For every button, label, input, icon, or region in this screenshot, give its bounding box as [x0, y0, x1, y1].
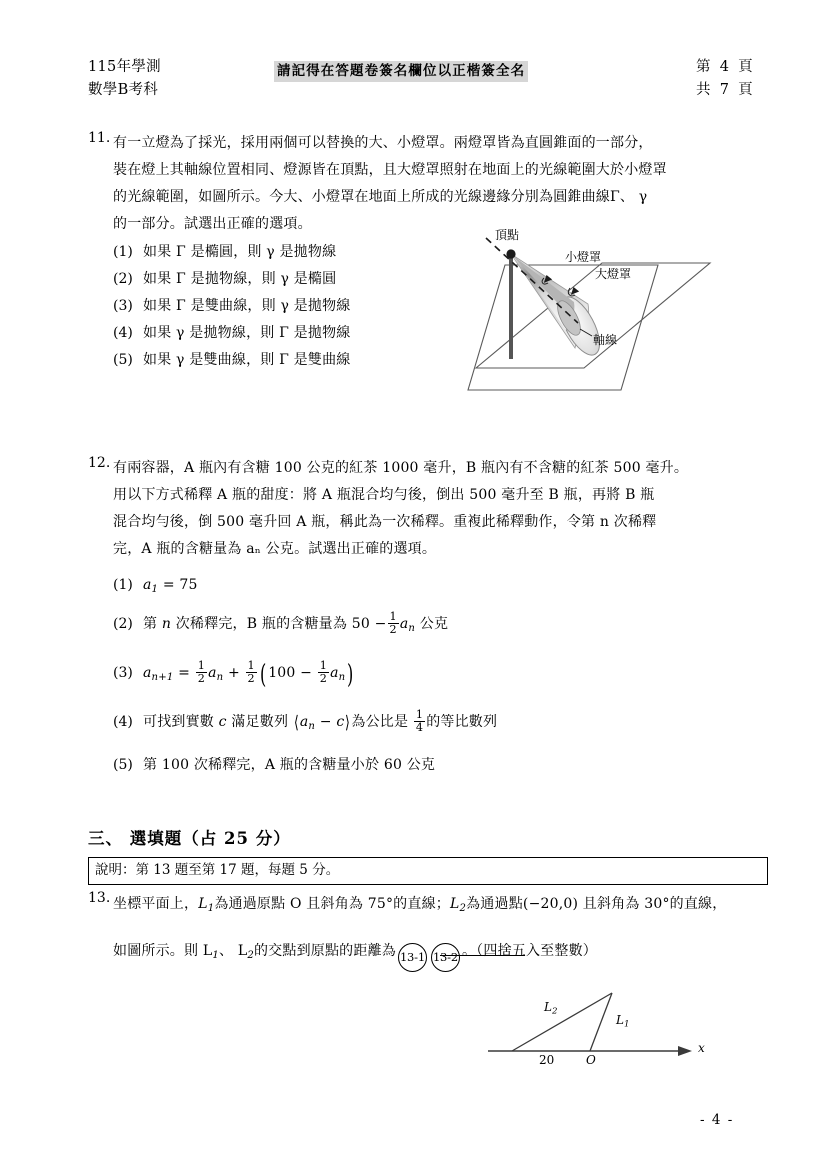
q13-L1-label: $L_1$	[616, 1013, 630, 1030]
q13-origin-label: O	[586, 1053, 596, 1067]
question-13-number: 13.	[88, 890, 111, 906]
q12-line-1: 有兩容器，A 瓶內有含糖 100 公克的紅茶 1000 毫升，B 瓶內有不含糖的紅茶 500 毫升。	[113, 460, 689, 476]
q12-option-4[interactable]	[113, 701, 673, 748]
question-12-number: 12.	[88, 455, 111, 471]
q11-option-2[interactable]	[113, 266, 350, 293]
apex-label: 頂點	[495, 228, 520, 242]
q13-l2-a: 如圖所示。則 L	[113, 942, 213, 959]
q12-option-3-label: (3)	[113, 664, 133, 681]
q11-option-1-text: 如果 Γ 是橢圓，則 γ 是拋物線	[143, 244, 337, 260]
q12-option-4-text: 可找到實數 c 滿足數列 $⟨a_n$ − c⟩為公比是 $\frac{1}{4}$ 的等比數列	[143, 708, 498, 735]
q13-l1-b: 為通過原點 O 且斜角為 75°的直線；	[214, 896, 450, 912]
question-12	[88, 455, 768, 563]
current-page-label: 第 4 頁	[696, 59, 753, 75]
q11-option-2-text: 如果 Γ 是拋物線，則 γ 是橢圓	[143, 271, 337, 287]
q11-line-2: 裝在燈上其軸線位置相同、燈源皆在頂點，且大燈罩照射在地面上的光線範圍大於小燈罩	[113, 162, 667, 178]
q13-x-axis-label: x	[698, 1041, 705, 1055]
q11-option-5-label: (5)	[113, 352, 133, 368]
q12-line-4: 完，A 瓶的含糖量為 aₙ 公克。試選出正確的選項。	[113, 541, 437, 557]
question-11-options	[113, 239, 350, 374]
q13-l1-L1sub: 1	[207, 902, 215, 914]
question-12-options	[113, 571, 673, 782]
section-3-instruction-box	[88, 857, 768, 885]
q13-l2-d: 。（四捨五入至整數）	[461, 942, 597, 959]
small-shade-label: 小燈罩	[565, 250, 602, 264]
answer-blank-underline	[440, 955, 525, 956]
x-axis-arrow	[678, 1046, 692, 1056]
q13-lines-figure	[482, 988, 722, 1083]
q12-option-5[interactable]	[113, 748, 673, 782]
q13-l1-L2: L	[449, 896, 460, 912]
q12-option-1-formula: $a_1 = 75$	[143, 577, 198, 595]
signature-notice: 請記得在答題卷簽名欄位以正楷簽全名	[274, 61, 528, 82]
answer-blank-13-1[interactable]: 13-1	[398, 943, 427, 972]
q12-line-2: 用以下方式稀釋 A 瓶的甜度：將 A 瓶混合均勻後，倒出 500 毫升至 B 瓶，再將 B 瓶	[113, 487, 655, 503]
q11-option-3-label: (3)	[113, 298, 133, 314]
q13-line-1	[113, 890, 778, 923]
q12-option-5-label: (5)	[113, 757, 133, 774]
exam-title	[88, 56, 161, 102]
q13-l1-a: 坐標平面上，	[113, 896, 199, 912]
q13-L2-label: $L_2$	[544, 1000, 558, 1017]
q13-l1-c: 為通過點(−20,0) 且斜角為 30°的直線，	[466, 896, 727, 912]
q11-option-4[interactable]	[113, 320, 350, 347]
q11-lamp-cone-figure	[462, 226, 772, 426]
q12-option-1-label: (1)	[113, 577, 133, 593]
q11-option-1[interactable]	[113, 239, 350, 266]
page-indicator	[696, 56, 753, 102]
question-11-number: 11.	[88, 130, 111, 146]
question-11-stem	[113, 130, 768, 238]
q12-line-3: 混合均勻後，倒 500 毫升回 A 瓶，稱此為一次稀釋。重複此稀釋動作，令第 n 次稀釋	[113, 514, 657, 530]
question-11	[88, 130, 768, 238]
q11-line-3: 的光線範圍，如圖所示。今大、小燈罩在地面上所成的光線邊緣分別為圓錐曲線Γ、 γ	[113, 189, 648, 205]
q12-option-2[interactable]	[113, 604, 673, 649]
section-3-instruction-text: 說明：第 13 題至第 17 題，每題 5 分。	[95, 862, 340, 878]
q11-figure-svg	[462, 226, 772, 426]
q13-l2-b: 、 L	[218, 942, 248, 959]
q12-option-4-label: (4)	[113, 714, 133, 731]
large-shade-label: 大燈罩	[595, 267, 632, 281]
q12-option-3[interactable]	[113, 649, 673, 702]
line-L2	[512, 993, 612, 1051]
total-pages-label: 共 7 頁	[696, 82, 753, 98]
q13-l2-bsub: 2	[247, 949, 254, 961]
page-header	[88, 56, 788, 112]
q11-option-3-text: 如果 Γ 是雙曲線，則 γ 是拋物線	[143, 298, 351, 314]
question-13-stem	[113, 890, 778, 972]
line-L1	[590, 993, 612, 1051]
axis-label: 軸線	[593, 333, 618, 347]
q12-option-5-text: 第 100 次稀釋完，A 瓶的含糖量小於 60 公克	[143, 757, 436, 774]
section-3-heading: 三、 選填題（占 25 分）	[88, 829, 291, 848]
q11-option-1-label: (1)	[113, 244, 133, 260]
question-12-stem	[113, 455, 768, 563]
page-footer: - 4 -	[700, 1112, 734, 1128]
q11-line-1: 有一立燈為了採光，採用兩個可以替換的大、小燈罩。兩燈罩皆為直圓錐面的一部分，	[113, 135, 653, 151]
q11-line-4: 的一部分。試選出正確的選項。	[113, 216, 312, 232]
q13-l1-L2sub: 2	[459, 902, 467, 914]
q12-option-2-label: (2)	[113, 615, 133, 632]
q13-figure-svg	[482, 988, 722, 1083]
q11-option-4-text: 如果 γ 是拋物線，則 Γ 是拋物線	[143, 325, 351, 341]
q12-option-2-text: 第 n 次稀釋完，B 瓶的含糖量為 50 − $\frac{1}{2}$ $a_n$ 公克	[143, 609, 449, 636]
lamp-pole	[509, 255, 513, 359]
exam-year-label: 115年學測	[88, 59, 161, 75]
q11-option-5[interactable]	[113, 347, 350, 374]
exam-subject-label: 數學B考科	[88, 82, 159, 98]
q13-l1-L1: L	[198, 896, 208, 912]
q12-option-1[interactable]	[113, 571, 673, 604]
q11-option-2-label: (2)	[113, 271, 133, 287]
answer-blank-13-2[interactable]: 13-2	[431, 943, 460, 972]
q11-option-3[interactable]	[113, 293, 350, 320]
q13-length-label: 20	[539, 1053, 555, 1067]
q11-option-5-text: 如果 γ 是雙曲線，則 Γ 是雙曲線	[143, 352, 351, 368]
q11-option-4-label: (4)	[113, 325, 133, 341]
q12-option-3-formula: $a_{n+1}$ = $\frac{1}{2}$ $a_n$ + $\frac{1}{2}$ ( 100 − $\frac{1}{2}$ $a_n$)	[143, 658, 354, 690]
q13-l2-asub: 1	[212, 949, 219, 961]
q13-l2-c: 的交點到原點的距離為	[253, 942, 396, 959]
question-13	[88, 890, 778, 972]
